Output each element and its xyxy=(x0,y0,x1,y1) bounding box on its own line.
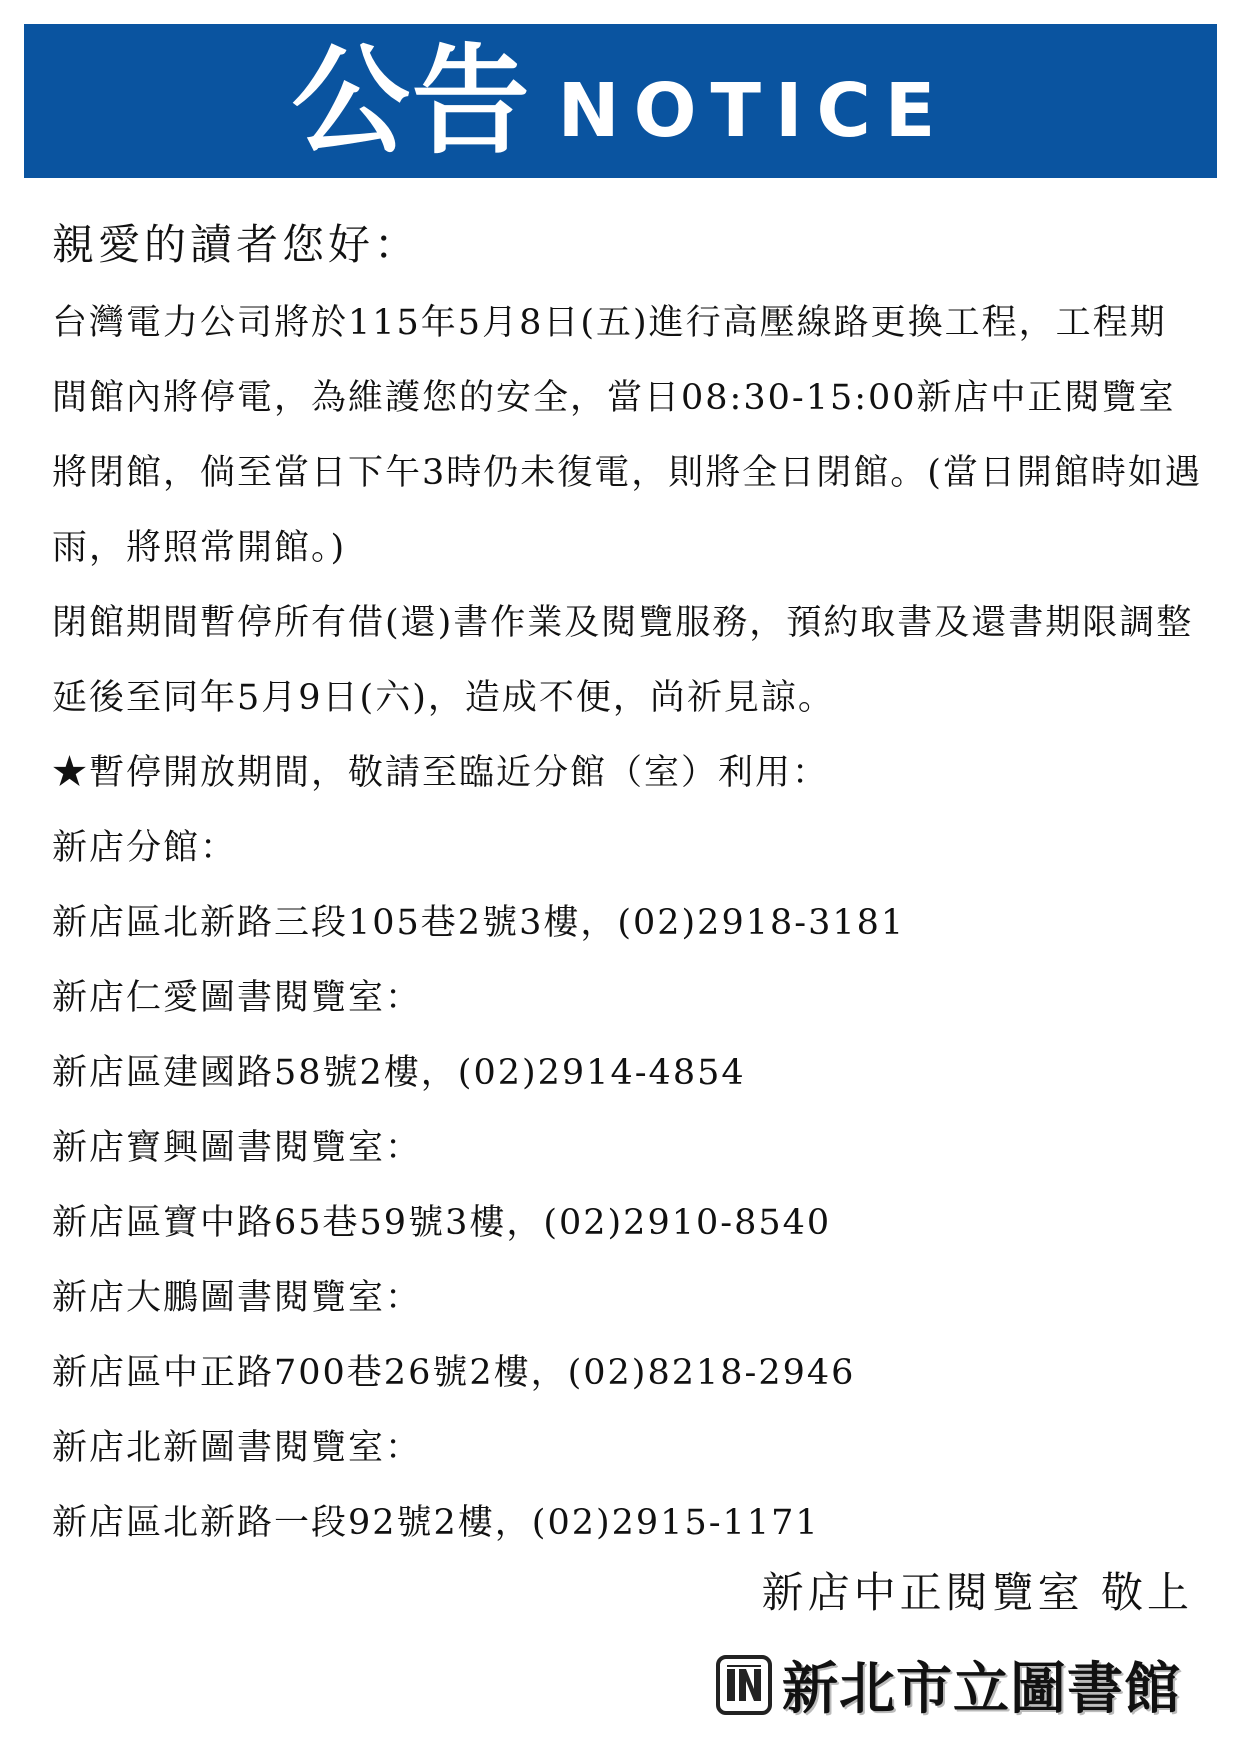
branch-name: 新店北新圖書閱覽室： xyxy=(52,1428,423,1468)
library-logo xyxy=(716,1650,1181,1720)
branch-address: 新店區寶中路65巷59號3樓，(02)2910-8540 xyxy=(52,1203,832,1243)
banner-title-zh: 公告 xyxy=(291,32,532,170)
branch-name: 新店仁愛圖書閱覽室： xyxy=(52,978,423,1018)
signature: 新店中正閱覽室 敬上 xyxy=(761,1568,1193,1617)
library-logo-icon xyxy=(716,1655,772,1715)
paragraph-power-outage: 台灣電力公司將於115年5月8日(五)進行高壓線路更換工程，工程期間館內將停電，為維護您的安全，當日08:30-15:00新店中正閱覽室將閉館，倘至當日下午3時仍未復電，則將全日閉館。(當日開館時如遇雨，將照常開館。) xyxy=(52,303,1202,568)
library-logo-text: 新北市立圖書館 xyxy=(782,1657,1181,1722)
branch-name: 新店分館： xyxy=(52,828,238,868)
greeting: 親愛的讀者您好： xyxy=(52,220,421,269)
branches-header: ★暫停開放期間，敬請至臨近分館（室）利用： xyxy=(52,753,830,793)
branch-address: 新店區北新路一段92號2樓，(02)2915-1171 xyxy=(52,1503,820,1543)
branch-address: 新店區建國路58號2樓，(02)2914-4854 xyxy=(52,1053,746,1093)
branch-name: 新店寶興圖書閱覽室： xyxy=(52,1128,423,1168)
banner-title-en: NOTICE xyxy=(557,68,950,154)
branch-address: 新店區北新路三段105巷2號3樓，(02)2918-3181 xyxy=(52,903,906,943)
branch-address: 新店區中正路700巷26號2樓，(02)8218-2946 xyxy=(52,1353,856,1393)
branch-name: 新店大鵬圖書閱覽室： xyxy=(52,1278,423,1318)
notice-banner xyxy=(24,24,1217,178)
paragraph-service-suspension: 閉館期間暫停所有借(還)書作業及閱覽服務，預約取書及還書期限調整延後至同年5月9日(六)，造成不便，尚祈見諒。 xyxy=(52,603,1194,718)
notice-body xyxy=(52,210,1202,1561)
